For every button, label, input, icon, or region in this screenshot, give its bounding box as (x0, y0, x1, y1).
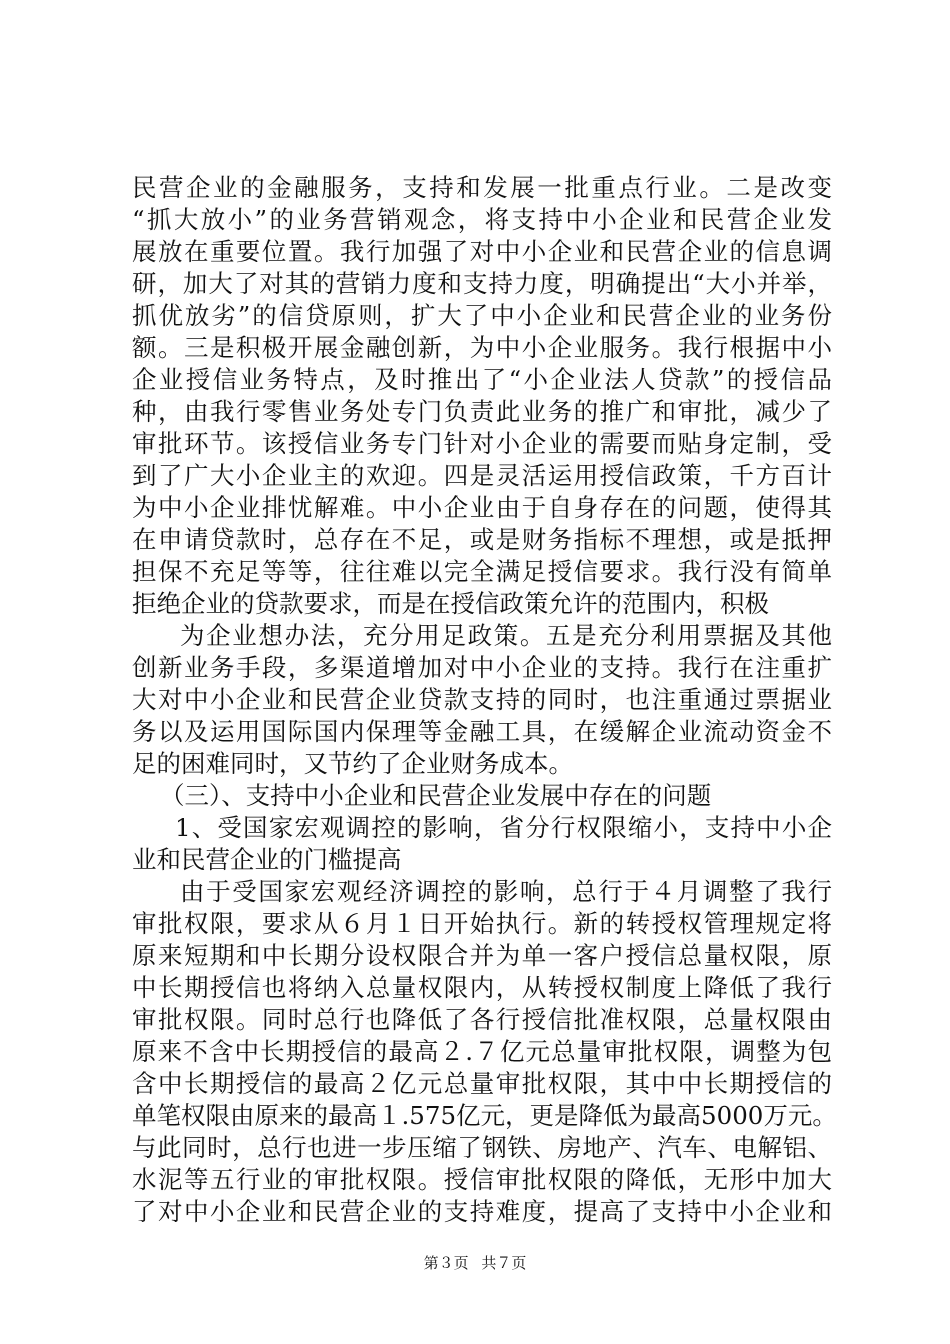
subheading-line-2: 业和民营企业的门槛提高 (132, 845, 402, 874)
body-line-33: 了对中小企业和民营企业的支持难度，提高了支持中小企业和 (132, 1197, 832, 1226)
body-line-23: 由于受国家宏观经济调控的影响，总行于４月调整了我行 (180, 877, 832, 906)
subheading-line-1: 1、受国家宏观调控的影响，省分行权限缩小，支持中小企 (175, 813, 832, 842)
body-line-11: 为中小企业排忧解难。中小企业由于自身存在的问题，使得其 (132, 493, 832, 522)
body-line-2: “抓大放小”的业务营销观念，将支持中小企业和民营企业发 (132, 205, 832, 234)
body-line-25: 原来短期和中长期分设权限合并为单一客户授信总量权限，原 (132, 941, 832, 970)
body-line-4: 研，加大了对其的营销力度和支持力度，明确提出“大小并举， (132, 269, 832, 298)
body-line-24: 审批权限，要求从６月１日开始执行。新的转授权管理规定将 (132, 909, 832, 938)
body-line-1: 民营企业的金融服务，支持和发展一批重点行业。二是改变 (132, 173, 832, 202)
body-line-17: 大对中小企业和民营企业贷款支持的同时，也注重通过票据业 (132, 685, 832, 714)
body-line-16: 创新业务手段，多渠道增加对中小企业的支持。我行在注重扩 (132, 653, 832, 682)
body-line-6: 额。三是积极开展金融创新，为中小企业服务。我行根据中小 (132, 333, 832, 362)
body-line-13: 担保不充足等等，往往难以完全满足授信要求。我行没有简单 (132, 557, 832, 586)
body-line-19: 足的困难同时，又节约了企业财务成本。 (132, 749, 573, 778)
body-line-3: 展放在重要位置。我行加强了对中小企业和民营企业的信息调 (132, 237, 832, 266)
body-line-5: 抓优放劣”的信贷原则，扩大了中小企业和民营企业的业务份 (132, 301, 832, 330)
section-heading: （三）、支持中小企业和民营企业发展中存在的问题 (160, 781, 712, 810)
body-line-30: 单笔权限由原来的最高１.575亿元，更是降低为最高5000万元。 (132, 1101, 837, 1130)
body-line-7: 企业授信业务特点，及时推出了“小企业法人贷款”的授信品 (132, 365, 832, 394)
body-line-29: 含中长期授信的最高２亿元总量审批权限，其中中长期授信的 (132, 1069, 832, 1098)
body-line-26: 中长期授信也将纳入总量权限内，从转授权制度上降低了我行 (132, 973, 832, 1002)
body-line-9: 审批环节。该授信业务专门针对小企业的需要而贴身定制，受 (132, 429, 832, 458)
body-line-8: 种，由我行零售业务处专门负责此业务的推广和审批，减少了 (132, 397, 832, 426)
body-line-12: 在申请贷款时，总存在不足，或是财务指标不理想，或是抵押 (132, 525, 832, 554)
page-number: 第３页 (423, 1254, 469, 1272)
body-line-28: 原来不含中长期授信的最高２.７亿元总量审批权限，调整为包 (132, 1037, 832, 1066)
page-footer (0, 1253, 950, 1273)
body-line-15: 为企业想办法，充分用足政策。五是充分利用票据及其他 (180, 621, 832, 650)
page-total: 共７页 (481, 1254, 527, 1272)
body-line-14: 拒绝企业的贷款要求，而是在授信政策允许的范围内，积极 (132, 589, 769, 618)
body-line-10: 到了广大小企业主的欢迎。四是灵活运用授信政策，千方百计 (132, 461, 832, 490)
body-line-32: 水泥等五行业的审批权限。授信审批权限的降低，无形中加大 (132, 1165, 832, 1194)
body-line-31: 与此同时，总行也进一步压缩了钢铁、房地产、汽车、电解铝、 (132, 1133, 832, 1162)
body-line-27: 审批权限。同时总行也降低了各行授信批准权限，总量权限由 (132, 1005, 832, 1034)
body-line-18: 务以及运用国际国内保理等金融工具，在缓解企业流动资金不 (132, 717, 832, 746)
